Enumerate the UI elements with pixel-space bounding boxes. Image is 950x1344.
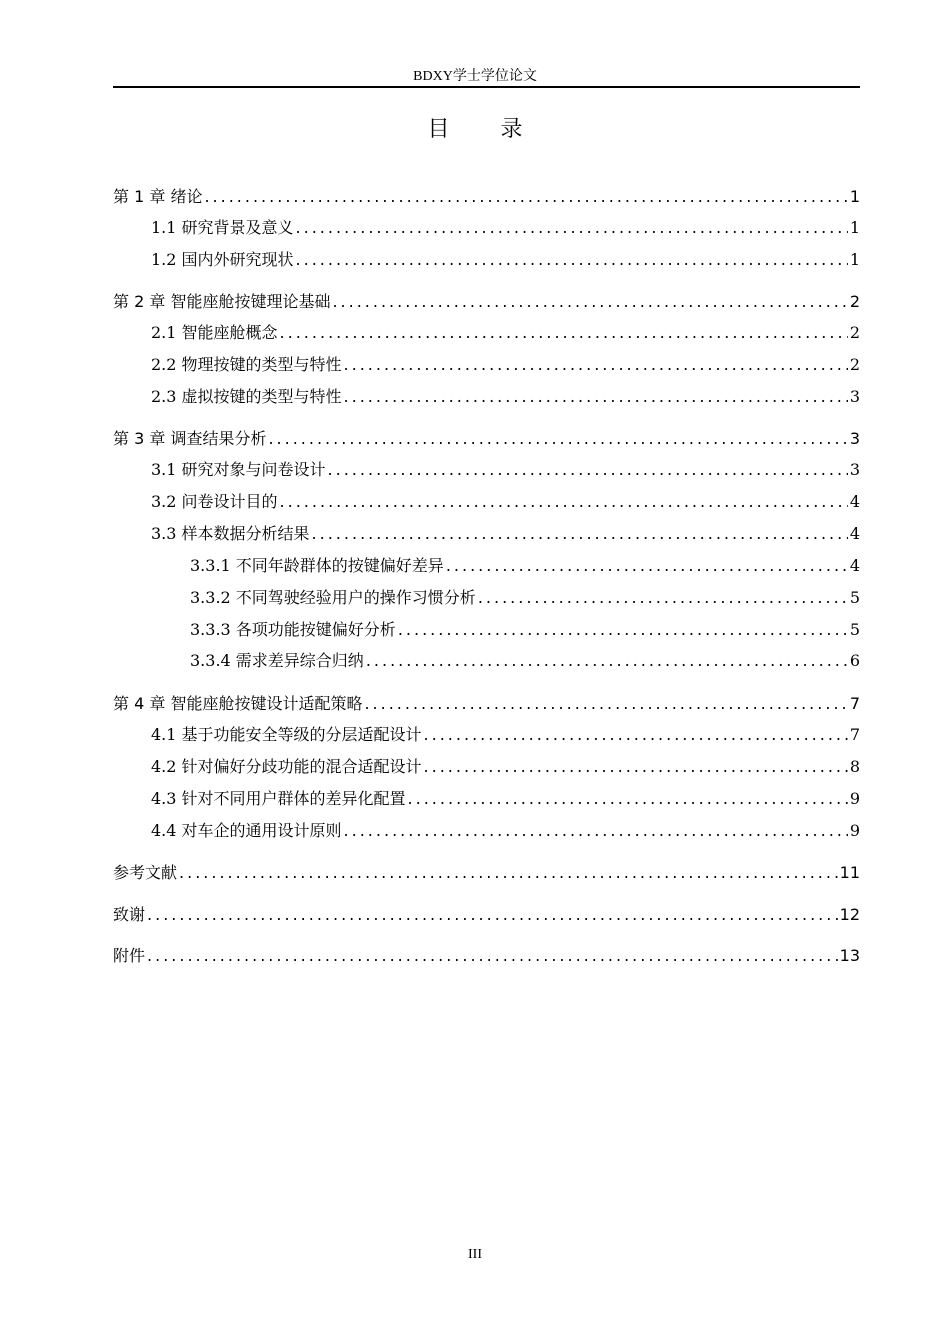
toc-entry-page: 11 xyxy=(839,863,860,882)
toc-chapter-3[interactable] xyxy=(113,427,860,451)
toc-subsection-3-3-3[interactable] xyxy=(190,618,860,642)
toc-entry-label: 4.2 针对偏好分歧功能的混合适配设计 xyxy=(151,757,422,776)
toc-section-4-1[interactable] xyxy=(151,723,860,747)
dot-leader xyxy=(268,427,847,451)
dot-leader xyxy=(280,321,848,345)
dot-leader xyxy=(408,787,848,811)
dot-leader xyxy=(280,490,848,514)
toc-entry-label: 第 2 章 智能座舱按键理论基础 xyxy=(113,292,331,311)
toc-entry-label: 3.2 问卷设计目的 xyxy=(151,492,278,511)
dot-leader xyxy=(364,692,847,716)
toc-entry-label: 附件 xyxy=(113,946,146,965)
toc-entry-page: 4 xyxy=(849,556,860,575)
dot-leader xyxy=(344,819,848,843)
toc-subsection-3-3-4[interactable] xyxy=(190,649,860,673)
dot-leader xyxy=(366,649,848,673)
toc-section-2-2[interactable] xyxy=(151,353,860,377)
dot-leader xyxy=(179,861,838,885)
running-header: BDXY学士学位论文 xyxy=(413,69,537,84)
toc-title: 目 录 xyxy=(427,117,545,142)
toc-entry-page: 9 xyxy=(849,821,860,840)
toc-entry-label: 3.3.4 需求差异综合归纳 xyxy=(190,651,364,670)
toc-entry-label: 第 3 章 调查结果分析 xyxy=(113,429,267,448)
toc-entry-page: 2 xyxy=(849,355,860,374)
toc-entry-page: 5 xyxy=(849,588,860,607)
toc-entry-label: 3.1 研究对象与问卷设计 xyxy=(151,460,326,479)
toc-entry-page: 7 xyxy=(849,694,860,713)
toc-entry-page: 7 xyxy=(849,725,860,744)
toc-section-4-2[interactable] xyxy=(151,755,860,779)
toc-acknowledgements[interactable] xyxy=(113,903,860,927)
toc-entry-label: 2.1 智能座舱概念 xyxy=(151,323,278,342)
dot-leader xyxy=(478,586,848,610)
page-number: III xyxy=(468,1247,482,1262)
toc-entry-page: 3 xyxy=(849,460,860,479)
toc-entry-label: 2.3 虚拟按键的类型与特性 xyxy=(151,387,342,406)
dot-leader xyxy=(398,618,848,642)
toc-entry-label: 第 4 章 智能座舱按键设计适配策略 xyxy=(113,694,363,713)
toc-section-4-4[interactable] xyxy=(151,819,860,843)
toc-section-3-3[interactable] xyxy=(151,522,860,546)
toc-entry-page: 1 xyxy=(849,250,860,269)
toc-appendix[interactable] xyxy=(113,944,860,968)
toc-entry-label: 3.3.2 不同驾驶经验用户的操作习惯分析 xyxy=(190,588,476,607)
toc-section-1-1[interactable] xyxy=(151,216,860,240)
dot-leader xyxy=(204,185,847,209)
toc-entry-page: 12 xyxy=(839,905,860,924)
toc-chapter-1[interactable] xyxy=(113,185,860,209)
dot-leader xyxy=(446,554,848,578)
toc-references[interactable] xyxy=(113,861,860,885)
dot-leader xyxy=(296,248,848,272)
toc-entry-page: 4 xyxy=(849,524,860,543)
dot-leader xyxy=(424,723,848,747)
dot-leader xyxy=(147,903,838,927)
toc-entry-label: 4.3 针对不同用户群体的差异化配置 xyxy=(151,789,406,808)
toc-section-3-1[interactable] xyxy=(151,458,860,482)
toc-section-2-3[interactable] xyxy=(151,385,860,409)
toc-entry-page: 3 xyxy=(849,429,860,448)
dot-leader xyxy=(424,755,848,779)
toc-entry-page: 8 xyxy=(849,757,860,776)
toc-entry-label: 4.4 对车企的通用设计原则 xyxy=(151,821,342,840)
toc-entry-label: 2.2 物理按键的类型与特性 xyxy=(151,355,342,374)
toc-entry-page: 13 xyxy=(839,946,860,965)
toc-chapter-4[interactable] xyxy=(113,692,860,716)
toc-entry-page: 1 xyxy=(849,218,860,237)
header-divider xyxy=(113,86,860,88)
toc-entry-page: 6 xyxy=(849,651,860,670)
toc-subsection-3-3-1[interactable] xyxy=(190,554,860,578)
toc-entry-label: 1.2 国内外研究现状 xyxy=(151,250,294,269)
toc-section-3-2[interactable] xyxy=(151,490,860,514)
toc-entry-page: 9 xyxy=(849,789,860,808)
toc-entry-label: 3.3 样本数据分析结果 xyxy=(151,524,310,543)
toc-section-2-1[interactable] xyxy=(151,321,860,345)
toc-entry-label: 3.3.1 不同年龄群体的按键偏好差异 xyxy=(190,556,444,575)
toc-entry-label: 参考文献 xyxy=(113,863,178,882)
toc-chapter-2[interactable] xyxy=(113,290,860,314)
dot-leader xyxy=(332,290,847,314)
dot-leader xyxy=(312,522,848,546)
toc-entry-page: 2 xyxy=(849,292,860,311)
toc-entry-label: 1.1 研究背景及意义 xyxy=(151,218,294,237)
dot-leader xyxy=(328,458,848,482)
toc-entry-label: 致谢 xyxy=(113,905,146,924)
dot-leader xyxy=(344,353,848,377)
dot-leader xyxy=(344,385,848,409)
dot-leader xyxy=(296,216,848,240)
toc-section-4-3[interactable] xyxy=(151,787,860,811)
toc-entry-label: 4.1 基于功能安全等级的分层适配设计 xyxy=(151,725,422,744)
toc-entry-label: 第 1 章 绪论 xyxy=(113,187,203,206)
toc-entry-page: 1 xyxy=(849,187,860,206)
toc-section-1-2[interactable] xyxy=(151,248,860,272)
toc-entry-page: 2 xyxy=(849,323,860,342)
toc-subsection-3-3-2[interactable] xyxy=(190,586,860,610)
toc-entry-label: 3.3.3 各项功能按键偏好分析 xyxy=(190,620,396,639)
toc-entry-page: 4 xyxy=(849,492,860,511)
dot-leader xyxy=(147,944,838,968)
toc-entry-page: 5 xyxy=(849,620,860,639)
toc-entry-page: 3 xyxy=(849,387,860,406)
